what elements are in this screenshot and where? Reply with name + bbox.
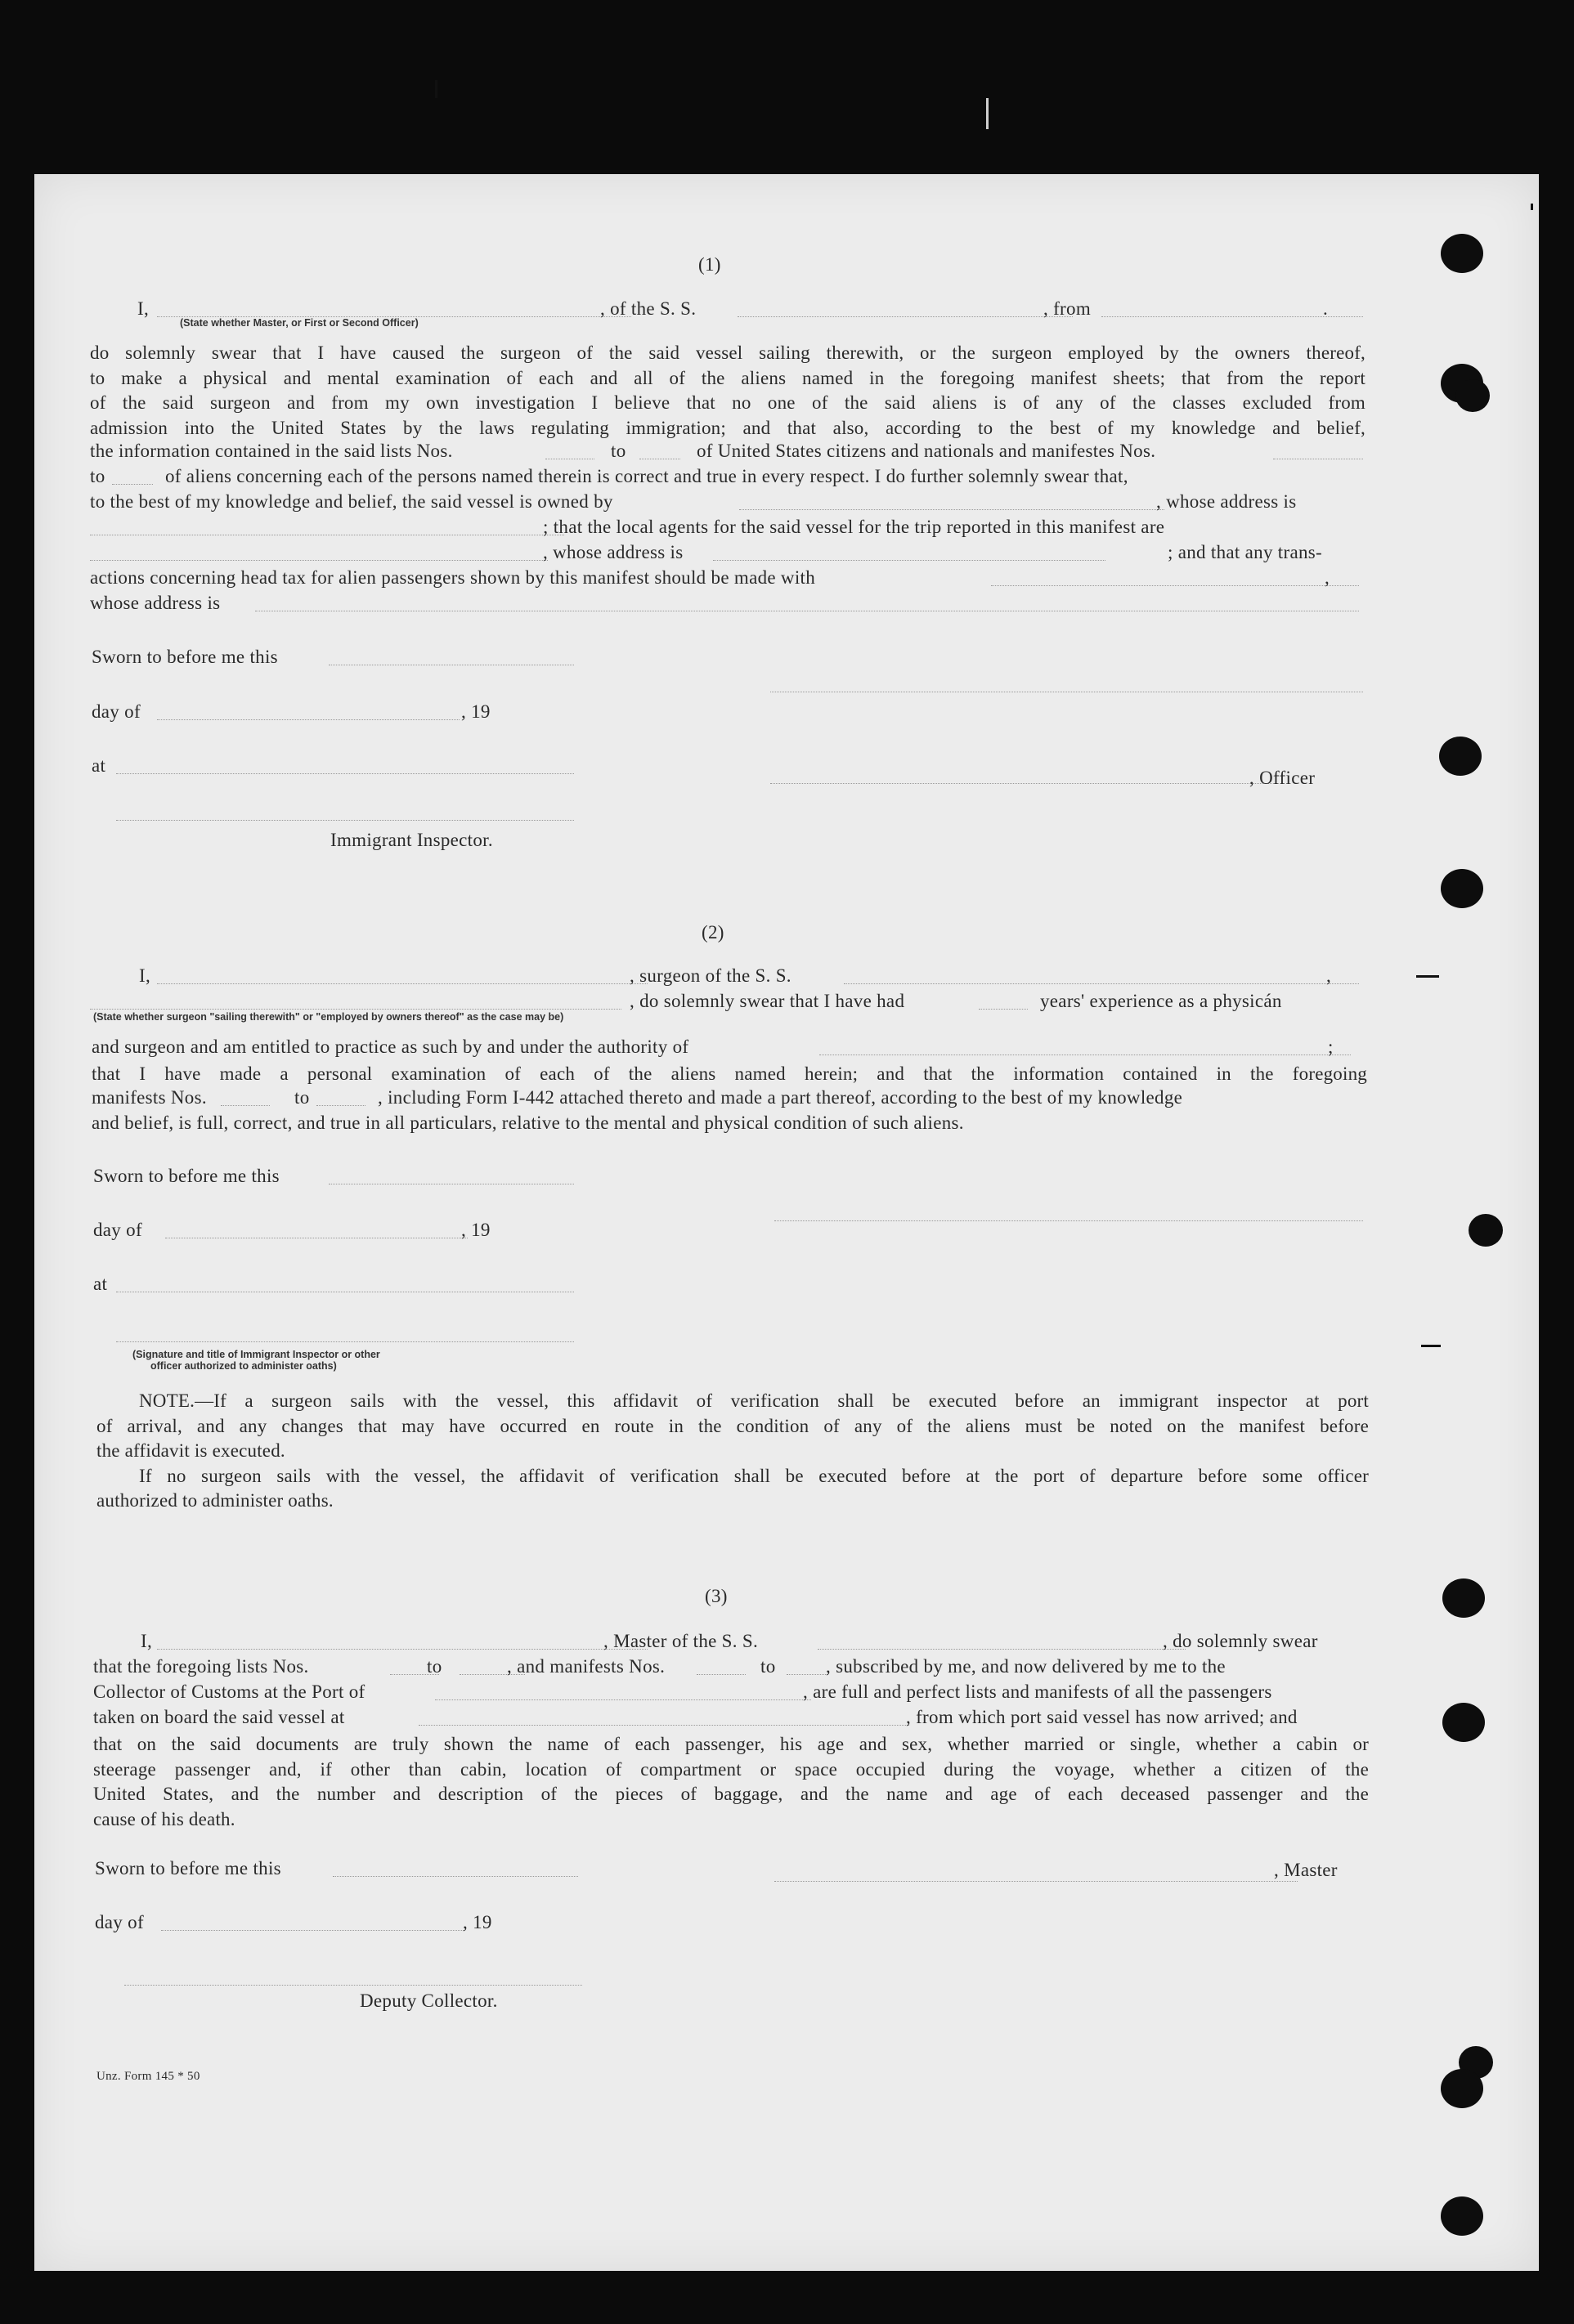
s2-sailing-field[interactable]: [90, 1009, 621, 1010]
edge-mark: [1531, 204, 1533, 210]
punch-hole: [1441, 869, 1483, 908]
s3-port-departure-field[interactable]: [419, 1725, 909, 1726]
s3-deputy-collector: Deputy Collector.: [360, 1990, 498, 2011]
s3-i: I,: [141, 1631, 153, 1651]
s1-comma: ,: [1325, 567, 1330, 588]
s1-inspector-sig-field[interactable]: [116, 820, 574, 821]
s1-at-field[interactable]: [116, 773, 574, 774]
s3-day-field[interactable]: [161, 1930, 464, 1931]
s1-day-field[interactable]: [157, 719, 460, 720]
s1-officer: , Officer: [1249, 768, 1316, 788]
s3-master-name-field[interactable]: [157, 1649, 648, 1650]
s2-semicolon: ;: [1328, 1037, 1334, 1057]
s2-sig-hint: (Signature and title of Immigrant Inspector or other: [132, 1349, 380, 1360]
s1-owner-field[interactable]: [739, 509, 1164, 510]
s3-subscribed: , subscribed by me, and now delivered by me to the: [826, 1656, 1226, 1677]
section-1-number: (1): [698, 254, 721, 275]
s1-body-line: admission into the United States by the laws regulating immigration; and that also, according to the best of my knowledge and belief,: [90, 417, 1365, 438]
s2-surgeon-name-field[interactable]: [157, 983, 648, 984]
s1-body-line: to make a physical and mental examination of each and all of the aliens named in the foregoing manifest sheets; that from the report: [90, 367, 1365, 388]
s1-head-tax: actions concerning head tax for alien passengers shown by this manifest should be made with: [90, 567, 816, 588]
s1-to: to: [611, 441, 626, 461]
s1-manifest-nos: of United States citizens and nationals and manifestes Nos.: [697, 441, 1156, 461]
s3-sworn: Sworn to before me this: [95, 1858, 281, 1878]
s2-years: years' experience as a physicán: [1040, 991, 1282, 1011]
punch-hole: [1442, 1703, 1485, 1742]
s3-solemnly: , do solemnly swear: [1163, 1631, 1318, 1651]
s3-vessel-field[interactable]: [818, 1649, 1186, 1650]
s1-sworn: Sworn to before me this: [92, 647, 278, 667]
s3-body-line: that on the said documents are truly shown the name of each passenger, his age and sex, whether married or single, whether a cabin or: [93, 1734, 1369, 1754]
s3-full-lists: , are full and perfect lists and manifests of all the passengers: [803, 1681, 1272, 1702]
s1-from: , from: [1043, 298, 1092, 319]
s3-body-line: United States, and the number and description of the pieces of baggage, and the name and age of each deceased passenger and the: [93, 1784, 1369, 1804]
s1-day-of: day of: [92, 701, 141, 722]
s2-i: I,: [139, 965, 151, 986]
s3-deputy-sig-field[interactable]: [124, 1985, 582, 1986]
s3-taken-on-board: taken on board the said vessel at: [93, 1707, 345, 1727]
s1-owned-by: to the best of my knowledge and belief, the said vessel is owned by: [90, 491, 613, 512]
form-id: Unz. Form 145 * 50: [96, 2070, 200, 2083]
s2-sig-hint: officer authorized to administer oaths): [150, 1360, 337, 1372]
s1-trans: ; and that any trans-: [1168, 542, 1322, 562]
s1-officer-field[interactable]: [770, 783, 1277, 784]
note-line: authorized to administer oaths.: [96, 1490, 334, 1511]
s1-of-ss: , of the S. S.: [600, 298, 697, 319]
s1-year: , 19: [461, 701, 491, 722]
s2-surgeon-of: , surgeon of the S. S.: [630, 965, 791, 986]
s2-body: [92, 1062, 1367, 1087]
s1-vessel-field[interactable]: [738, 316, 1073, 317]
punch-hole: [1455, 379, 1490, 412]
s2-form-i442: , including Form I-442 attached thereto and made a part thereof, according to the best of my knowledge: [378, 1087, 1183, 1108]
s3-collector: Collector of Customs at the Port of: [93, 1681, 365, 1702]
s2-sworn: Sworn to before me this: [93, 1166, 280, 1186]
s1-i: I,: [137, 298, 150, 319]
note-line: If no surgeon sails with the vessel, the affidavit of verification shall be executed before at the port of departure before some officer: [139, 1465, 1369, 1486]
s2-to: to: [294, 1087, 310, 1108]
s2-body-line: that I have made a personal examination of each of the aliens named herein; and that the information contained in the foregoing: [92, 1063, 1367, 1084]
note-line: NOTE.—If a surgeon sails with the vessel, this affidavit of verification shall be executed before an immigrant inspector at port: [139, 1390, 1369, 1411]
punch-hole: [1439, 737, 1482, 776]
s1-head-tax-field[interactable]: [991, 585, 1359, 586]
punch-hole: [1442, 1578, 1485, 1618]
manifest-affidavit-sheet: [34, 174, 1539, 2271]
s1-local-agents: ; that the local agents for the said vessel for the trip reported in this manifest are: [543, 517, 1165, 537]
punch-hole: [1441, 2069, 1483, 2108]
s2-solemnly: , do solemnly swear that I have had: [630, 991, 905, 1011]
s1-immigrant-inspector: Immigrant Inspector.: [330, 830, 493, 850]
s1-lists-nos: the information contained in the said lists Nos.: [90, 441, 453, 461]
s3-manifests-nos: , and manifests Nos.: [507, 1656, 666, 1677]
s3-day-of: day of: [95, 1912, 144, 1932]
punch-hole: [1469, 1214, 1503, 1247]
s2-manifest-to-field[interactable]: [316, 1105, 365, 1106]
s2-end: ,: [1326, 965, 1332, 986]
s1-to-2: to: [90, 466, 105, 486]
s3-arrived: , from which port said vessel has now arrived; and: [906, 1707, 1298, 1727]
s3-master: , Master: [1274, 1860, 1338, 1880]
s3-to: to: [427, 1656, 442, 1677]
s1-manifest-to-field[interactable]: [112, 484, 153, 485]
note-line: the affidavit is executed.: [96, 1440, 285, 1461]
s2-manifests-nos: manifests Nos.: [92, 1087, 207, 1108]
s2-hint: (State whether surgeon "sailing therewith" or "employed by owners thereof" as the case may be): [93, 1011, 564, 1023]
s1-whose-address: whose address is: [90, 593, 221, 613]
s1-at: at: [92, 755, 106, 776]
section-3-number: (3): [705, 1586, 728, 1606]
s3-sworn-field[interactable]: [333, 1876, 578, 1877]
s2-day-of: day of: [93, 1220, 142, 1240]
s1-agents-field[interactable]: [90, 560, 548, 561]
s2-note: [96, 1389, 1369, 1514]
s1-body-line: of the said surgeon and from my own investigation I believe that no one of the said aliens is of any of the classes excluded from: [90, 392, 1365, 413]
scan-artifact: [435, 80, 437, 98]
s1-body-line: do solemnly swear that I have caused the surgeon of the said vessel sailing therewith, or the surgeon employed by the owners thereof,: [90, 343, 1365, 363]
edge-mark: [1416, 975, 1439, 978]
punch-hole: [1441, 234, 1483, 273]
s1-agents-address: , whose address is: [543, 542, 684, 562]
s1-aliens-line: of aliens concerning each of the persons named therein is correct and true in every respect. I do further solemnly swear that,: [165, 466, 1128, 486]
s2-vessel-field[interactable]: [844, 983, 1359, 984]
s1-line1-end: .: [1323, 298, 1329, 319]
s2-years-field[interactable]: [979, 1009, 1028, 1010]
s1-body: [90, 341, 1365, 441]
s3-body-line: steerage passenger and, if other than cabin, location of compartment or space occupied during the voyage, whether a citizen of the: [93, 1758, 1369, 1780]
note-line: of arrival, and any changes that may have occurred en route in the condition of any of the aliens must be noted on the manifest before: [96, 1415, 1369, 1436]
s2-manifest-from-field[interactable]: [221, 1105, 270, 1106]
s3-master-signature-line[interactable]: [774, 1881, 1298, 1882]
s1-officer-hint: (State whether Master, or First or Second Officer): [180, 317, 419, 329]
s3-year: , 19: [463, 1912, 492, 1932]
s1-owner-address: , whose address is: [1156, 491, 1297, 512]
s3-master-of: , Master of the S. S.: [603, 1631, 759, 1651]
s2-belief: and belief, is full, correct, and true in all particulars, relative to the mental and physical condition of such aliens.: [92, 1113, 964, 1133]
s3-lists-nos: that the foregoing lists Nos.: [93, 1656, 309, 1677]
s3-port-field[interactable]: [435, 1699, 811, 1700]
s3-body-line: cause of his death.: [93, 1808, 235, 1829]
s2-practice: and surgeon and am entitled to practice as such by and under the authority of: [92, 1037, 689, 1057]
edge-mark: [1421, 1345, 1441, 1347]
s3-manifest-from-field[interactable]: [697, 1674, 746, 1675]
s3-to-2: to: [760, 1656, 776, 1677]
s2-signature-line[interactable]: [774, 1220, 1363, 1221]
punch-hole: [1441, 2196, 1483, 2236]
s3-manifest-to-field[interactable]: [787, 1674, 827, 1675]
scan-artifact: [986, 98, 989, 129]
s3-body: [93, 1732, 1369, 1832]
s1-agents-address-field[interactable]: [713, 560, 1105, 561]
s2-year: , 19: [461, 1220, 491, 1240]
s2-inspector-sig-field[interactable]: [116, 1341, 574, 1342]
section-2-number: (2): [702, 922, 724, 943]
s2-at: at: [93, 1274, 108, 1294]
